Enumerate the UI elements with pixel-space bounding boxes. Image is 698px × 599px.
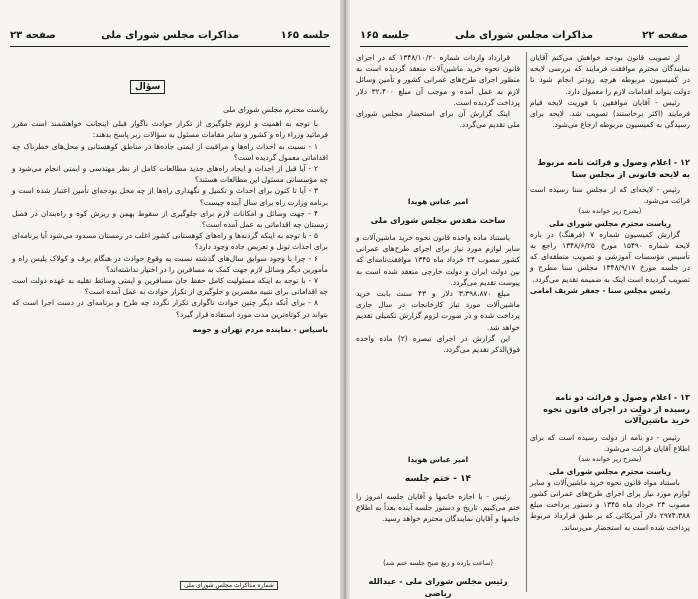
body-paragraph: اینک گزارش آن برای استحضار مجلس شورای ملی تقدیم می‌گردد. — [356, 109, 520, 130]
question-heading: سؤال — [130, 80, 165, 94]
question-paragraph: ۸ - برای آنکه دیگر چنین حوادث ناگواری تکرار نگردد چه طرح و برنامه‌ای در دست اجرا است که بتواند در کوتاه‌ترین مدت مورد استفاده قرار گیرد؟ — [12, 298, 328, 319]
left-col-top — [356, 52, 520, 184]
item13-body — [530, 432, 690, 592]
close-time — [356, 558, 520, 569]
senate-president-sign: رئیس مجلس سنا - جعفر شریف امامی — [530, 285, 671, 295]
left-footer-note: شماره مذاکرات مجلس شورای ملی — [180, 581, 278, 590]
left-col-body — [356, 232, 520, 442]
body-paragraph: مبلغ ۳،۳۹۸،۸۷۰ دلار و ۴۳ سنت بابت خرید ماشین‌آلات مورد نیاز کارخانجات در سال جاری پرداخت شده و در صورت لزوم گزارش تکمیلی تقدیم خواهد شد. — [356, 289, 520, 332]
left-session-label: جلسه ۱۶۵ — [280, 30, 330, 41]
read-note: (بشرح زیر خوانده شد) — [578, 455, 642, 464]
minister-signature: امیر عباس هویدا — [407, 455, 469, 464]
question-paragraph: ۷ - با توجه به اینکه مسئولیت کامل حفظ جان مسافرین و ایمنی وسائط نقلیه به عهده دولت است چه اقداماتی برای تنبیه مقصرین و جلوگیری از تکرار حوادث به عمل آمده است؟ — [12, 276, 328, 297]
question-paragraph: ۱ - نسبت به احداث راه‌ها و مراقبت از ایمنی جاده‌ها در مناطق کوهستانی و محل‌های خطرناک چه اقداماتی معمول گردیده است؟ — [12, 141, 328, 162]
right-running-head — [360, 30, 688, 47]
body-paragraph: رئیس - با اجازه خانمها و آقایان جلسه امروز را ختم می‌کنیم. تاریخ و دستور جلسه آینده بعداً به اطلاع خانمها و آقایان نمایندگان محترم خواهد رسید. — [356, 492, 520, 524]
item14-heading: ۱۴ - ختم جلسه — [404, 474, 472, 484]
question-paragraph: ۵ - با توجه به اینکه گردنه‌ها و راه‌های کوهستانی کشور اغلب در زمستان مسدود می‌شود آیا برنامه‌ای برای احداث تونل و تعریض جاده وجود دارد؟ — [12, 231, 328, 252]
item13-heading: ۱۳ - اعلام وصول و قرائت دو نامه رسیده از دولت در اجرای قانون نحوه خرید ماشین‌آلات — [543, 392, 690, 425]
body-paragraph: رئیس - دو نامه از دولت رسیده است که برای اطلاع آقایان قرائت می‌شود. — [530, 433, 690, 454]
read-note: (بشرح زیر خوانده شد) — [578, 207, 642, 216]
question-paragraph: ۳ - آیا تا کنون برای احداث و تکمیل و نگهداری راه‌ها از چه محل بودجه‌ای تأمین اعتبار شده است و برنامه وزارت راه برای سال آینده چیست؟ — [12, 186, 328, 207]
item12-heading: ۱۲ - اعلام وصول و قرائت نامه مربوط به لایحه قانونی از مجلس سنا — [537, 157, 690, 179]
item12-body — [530, 184, 690, 380]
body-paragraph: گزارش کمیسیون شماره ۷ (فرهنگ) در باره لایحه شماره ۱۵۴۹۰ مورخ ۱۳۴۸/۶/۲۵ راجع به تأسیس مؤسسات آموزشی و تصویب منطقه‌ای که در جلسه مورخ ۱۳۴۸/۹/۱۷ مجلس سنا مطرح و تصویب گردیده است اینک به ضمیمه تقدیم می‌گردد. — [530, 229, 690, 284]
left-page-number: صفحه ۲۳ — [10, 30, 56, 41]
body-paragraph: قرارداد واردات شماره ۱۳۴۸/۱۰/۲۰ که در اجرای قانون نحوه خرید ماشین‌آلات منعقد گردیده است به منظور اجرای طرح‌های عمرانی کشور و تأمین وسائل لازم به عمل آمده و موجب آن مبلغ ۳۲،۴۰۰ دلار پرداخت گردیده است. — [356, 53, 520, 107]
body-paragraph: این گزارش در اجرای تبصره (۲) ماده واحده فوق‌الذکر تقدیم می‌گردد. — [356, 333, 520, 355]
body-paragraph: باستناد ماده واحده قانون نحوه خرید ماشین‌آلات و سایر لوازم مورد نیاز برای اجرای طرح‌های عمرانی کشور مصوب ۲۴ خرداد ماه ۱۳۴۵ موافقت‌نامه‌ای که بین دولت ایران و دولت خارجی منعقد شده است به پیوست تقدیم می‌گردد. — [356, 233, 520, 287]
address-heading: ساحت مقدس مجلس شورای ملی — [370, 215, 506, 225]
body-paragraph: باستناد مواد قانون نحوه خرید ماشین‌آلات و سایر لوازم مورد نیاز برای اجرای طرح‌های عمرانی کشور مصوب ۲۴ خرداد ماه ۱۳۴۵ و دستور پرداخت مبلغ ۲۹۷۴،۳۸۸ دلار آمریکائی که بر طبق قرارداد مربوط پرداخت شده است به استحضار می‌رساند. — [530, 477, 690, 532]
left-journal-title: مذاکرات مجلس شورای ملی — [101, 30, 239, 41]
page-gutter — [340, 0, 350, 599]
salutation: ریاست محترم مجلس شورای ملی — [223, 105, 328, 114]
question-closing: باسپاس - نماینده مردم تهران و حومه — [192, 324, 328, 334]
final-signature: رئیس مجلس شورای ملی - عبدالله ریاضی — [368, 576, 508, 598]
item14-body — [356, 491, 520, 553]
column-divider — [526, 52, 527, 592]
right-col-top — [530, 52, 690, 154]
address-line: ریاست محترم مجلس شورای ملی — [548, 218, 672, 228]
question-paragraph: ۶ - چرا با وجود سوابق سال‌های گذشته نسبت به وقوع حوادث در هنگام برف و کولاک پلیس راه و مأمورین دیگر وسائل لازم جهت کمک به مسافرین را در اختیار نداشته‌اند؟ — [12, 253, 328, 274]
address-line: ریاست محترم مجلس شورای ملی — [548, 466, 672, 476]
right-session-label: جلسه ۱۶۵ — [360, 30, 410, 41]
right-journal-title: مذاکرات مجلس شورای ملی — [455, 30, 593, 41]
left-page — [0, 0, 340, 599]
body-paragraph: از تصویب قانون بودجه خواهش می‌کنم آقایان نمایندگان محترم موافقت فرمایند که بررسی لایحه در کمیسیون مربوطه هرچه زودتر انجام شود تا دولت بتواند اقدامات لازم را معمول دارد. — [530, 53, 690, 96]
left-col-sign-1 — [356, 196, 520, 207]
close-time-text: (ساعت یازده و ربع صبح جلسه ختم شد) — [383, 559, 493, 567]
left-col-sign-2 — [356, 454, 520, 465]
question-paragraph: با توجه به اهمیت و لزوم جلوگیری از تکرار حوادث ناگوار قبلی اینجانب خواهشمند است مقرر فرمائید وزراء راه و کشور و سایر مقامات مسئول به سؤالات زیر پاسخ بدهند: — [12, 119, 328, 140]
minister-signature: امیر عباس هویدا — [407, 197, 469, 206]
question-paragraph: ۴ - جهت وسائل و امکانات لازم برای جلوگیری از سقوط بهمن و ریزش کوه و راه‌بندان در فصل زمستان چه اقداماتی به عمل آمده است؟ — [12, 208, 328, 230]
question-paragraph: ۲ - آیا قبل از احداث و ایجاد راه‌های جدید مطالعات کامل از نظر مهندسی و ایمنی انجام می‌شود و چه مؤسساتی مسئول این مطالعات هستند؟ — [12, 164, 328, 185]
right-page-number: صفحه ۲۲ — [642, 30, 688, 41]
right-page — [350, 0, 698, 599]
left-running-head — [10, 30, 330, 47]
question-body — [12, 104, 328, 544]
body-paragraph: رئیس - لایحه‌ای که از مجلس سنا رسیده است قرائت می‌شود. — [530, 185, 690, 206]
body-paragraph: رئیس - آقایان موافقین با فوریت لایحه قیام فرمایند (اکثر برخاستند) تصویب شد. لایحه برای رسیدگی به کمیسیون مربوطه ارجاع می‌شود. — [530, 97, 690, 130]
